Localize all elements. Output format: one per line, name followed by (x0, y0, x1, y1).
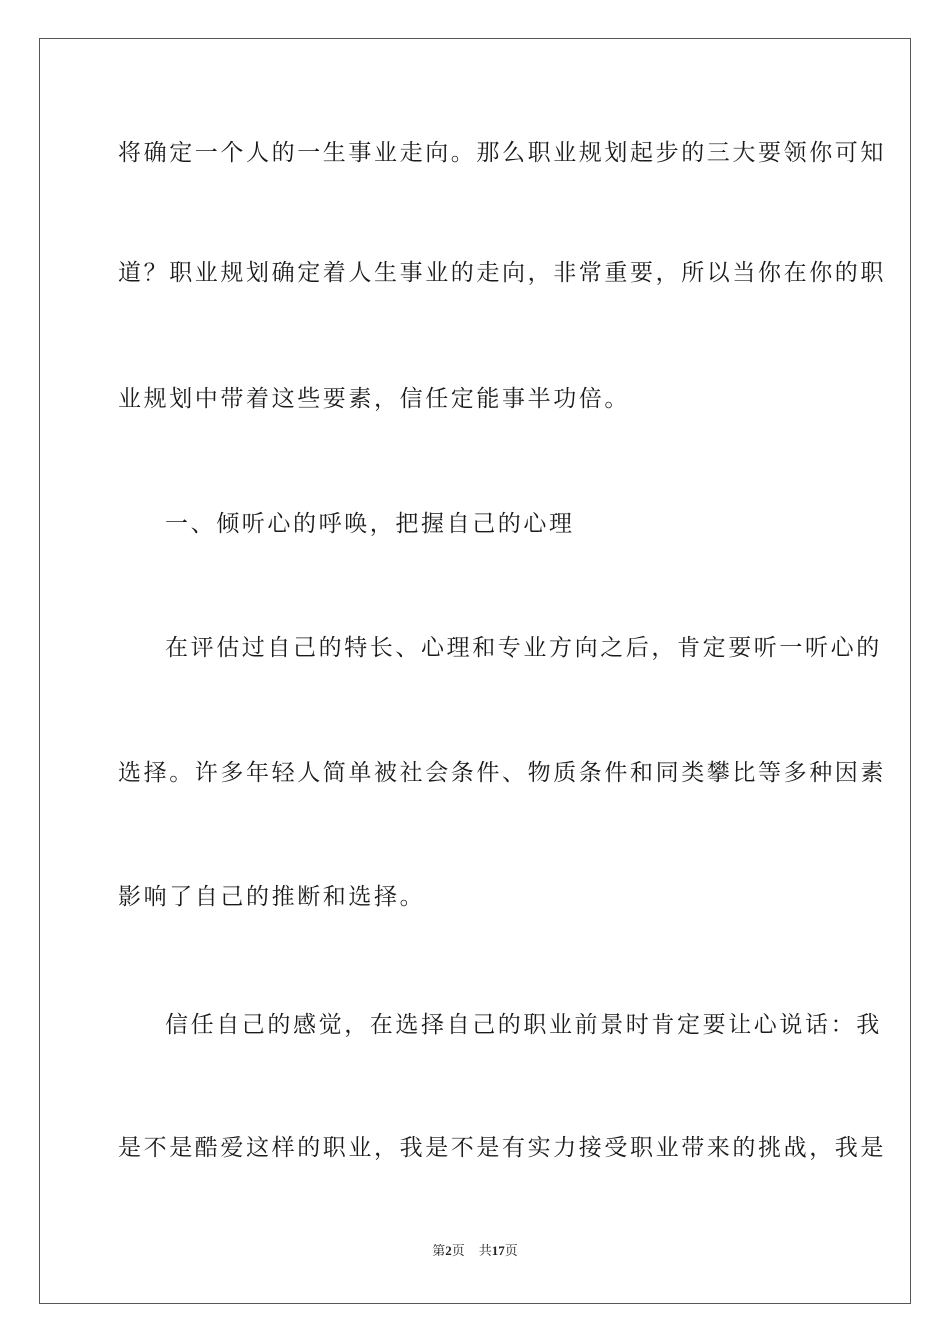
total-label-prefix: 共 (478, 1243, 492, 1258)
section-heading: 一、倾听心的呼唤，把握自己的心理 (165, 511, 575, 537)
page-border (39, 38, 911, 1304)
body-text-line-6: 影响了自己的推断和选择。 (118, 884, 426, 910)
body-text-line-5: 选择。许多年轻人简单被社会条件、物质条件和同类攀比等多种因素 (118, 760, 886, 786)
body-text-line-3: 业规划中带着这些要素，信任定能事半功倍。 (118, 386, 630, 412)
page-footer (0, 1242, 950, 1260)
body-text-line-2: 道？职业规划确定着人生事业的走向，非常重要，所以当你在你的职 (118, 260, 886, 286)
total-pages: 17 (491, 1243, 505, 1258)
total-label-suffix: 页 (504, 1243, 518, 1258)
body-text-line-8: 是不是酷爱这样的职业，我是不是有实力接受职业带来的挑战，我是 (118, 1135, 886, 1161)
body-text-line-7: 信任自己的感觉，在选择自己的职业前景时肯定要让心说话：我 (165, 1012, 882, 1038)
page-number: 2 (445, 1243, 452, 1258)
page-label-suffix: 页 (451, 1243, 465, 1258)
body-text-line-4: 在评估过自己的特长、心理和专业方向之后，肯定要听一听心的 (165, 635, 882, 661)
body-text-line-1: 将确定一个人的一生事业走向。那么职业规划起步的三大要领你可知 (118, 140, 886, 166)
page-label-prefix: 第 (432, 1243, 446, 1258)
